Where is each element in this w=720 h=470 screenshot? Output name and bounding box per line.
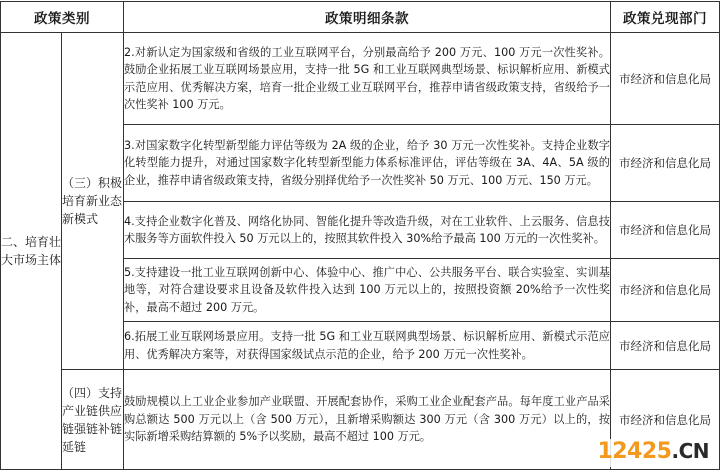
site-watermark (594, 439, 712, 467)
detail-cell-3: 4.支持企业数字化普及、网络化协同、智能化提升等改造升级，对在工业软件、上云服务、信息技术服务等方面软件投入 50 万元以上的，按照其软件投入 30%给予最高 100 万元的一次性奖补。 (124, 202, 611, 259)
detail-cell-5: 6.拓展工业互联网场景应用。支持一批 5G 和工业互联网典型场景、标识解析应用、新模式示范应用、优秀解决方案等，对获得国家级试点示范的企业，给予 200 万元一次性奖补。 (124, 322, 611, 370)
header-row (1, 2, 720, 33)
watermark-domain: .CN (671, 439, 709, 463)
department-cell-1: 市经济和信息化局 (611, 33, 720, 125)
header-category: 政策类别 (1, 2, 124, 33)
watermark-number: 12425 (597, 439, 672, 464)
detail-cell-6: 鼓励规模以上工业企业参加产业联盟、开展配套协作，采购工业企业配套产品。每年度工业产品采购总额达 500 万元以上（含 500 万元），且新增采购额达 300 万元（含 300 万元）以上的，按实际新增采购结算额的 5%予以奖励，最高不超过 100 万元。 (124, 370, 611, 470)
main-category-cell: 二、培育壮大市场主体 (1, 33, 62, 470)
subcategory-cell-2: （四）支持产业链供应链强链补链延链 (62, 370, 124, 470)
subcategory-cell-1: （三）积极培育新业态新模式 (62, 33, 124, 370)
department-cell-3: 市经济和信息化局 (611, 202, 720, 259)
table-row (1, 33, 720, 125)
detail-cell-2: 3.对国家数字化转型新型能力评估等级为 2A 级的企业，给予 30 万元一次性奖补。支持企业数字化转型能力提升，对通过国家数字化转型新型能力体系标准评估，评估等级在 3A、4A、5A 级的企业，推荐申请省级政策支持，省级分别择优给予一次性奖补 50 万元、100 万元、150 万元。 (124, 125, 611, 202)
policy-table (0, 1, 720, 470)
department-cell-4: 市经济和信息化局 (611, 259, 720, 322)
department-cell-2: 市经济和信息化局 (611, 125, 720, 202)
detail-cell-1: 2.对新认定为国家级和省级的工业互联网平台，分别最高给予 200 万元、100 万元一次性奖补。鼓励企业拓展工业互联网场景应用，支持一批 5G 和工业互联网典型场景、标识解析应用、新模式示范应用、优秀解决方案，培育一批企业级工业互联网平台，推荐申请省级政策支持，省级给予一次性奖补 100 万元。 (124, 33, 611, 125)
department-cell-5: 市经济和信息化局 (611, 322, 720, 370)
header-department: 政策兑现部门 (611, 2, 720, 33)
detail-cell-4: 5.支持建设一批工业互联网创新中心、体验中心、推广中心、公共服务平台、联合实验室、实训基地等，对符合建设要求且设备及软件投入达到 100 万元以上的，按照投资额 20%给予一次性奖补，最高不超过 200 万元。 (124, 259, 611, 322)
header-details: 政策明细条款 (124, 2, 611, 33)
department-cell-6: 市经济和信息化局 (611, 370, 720, 470)
